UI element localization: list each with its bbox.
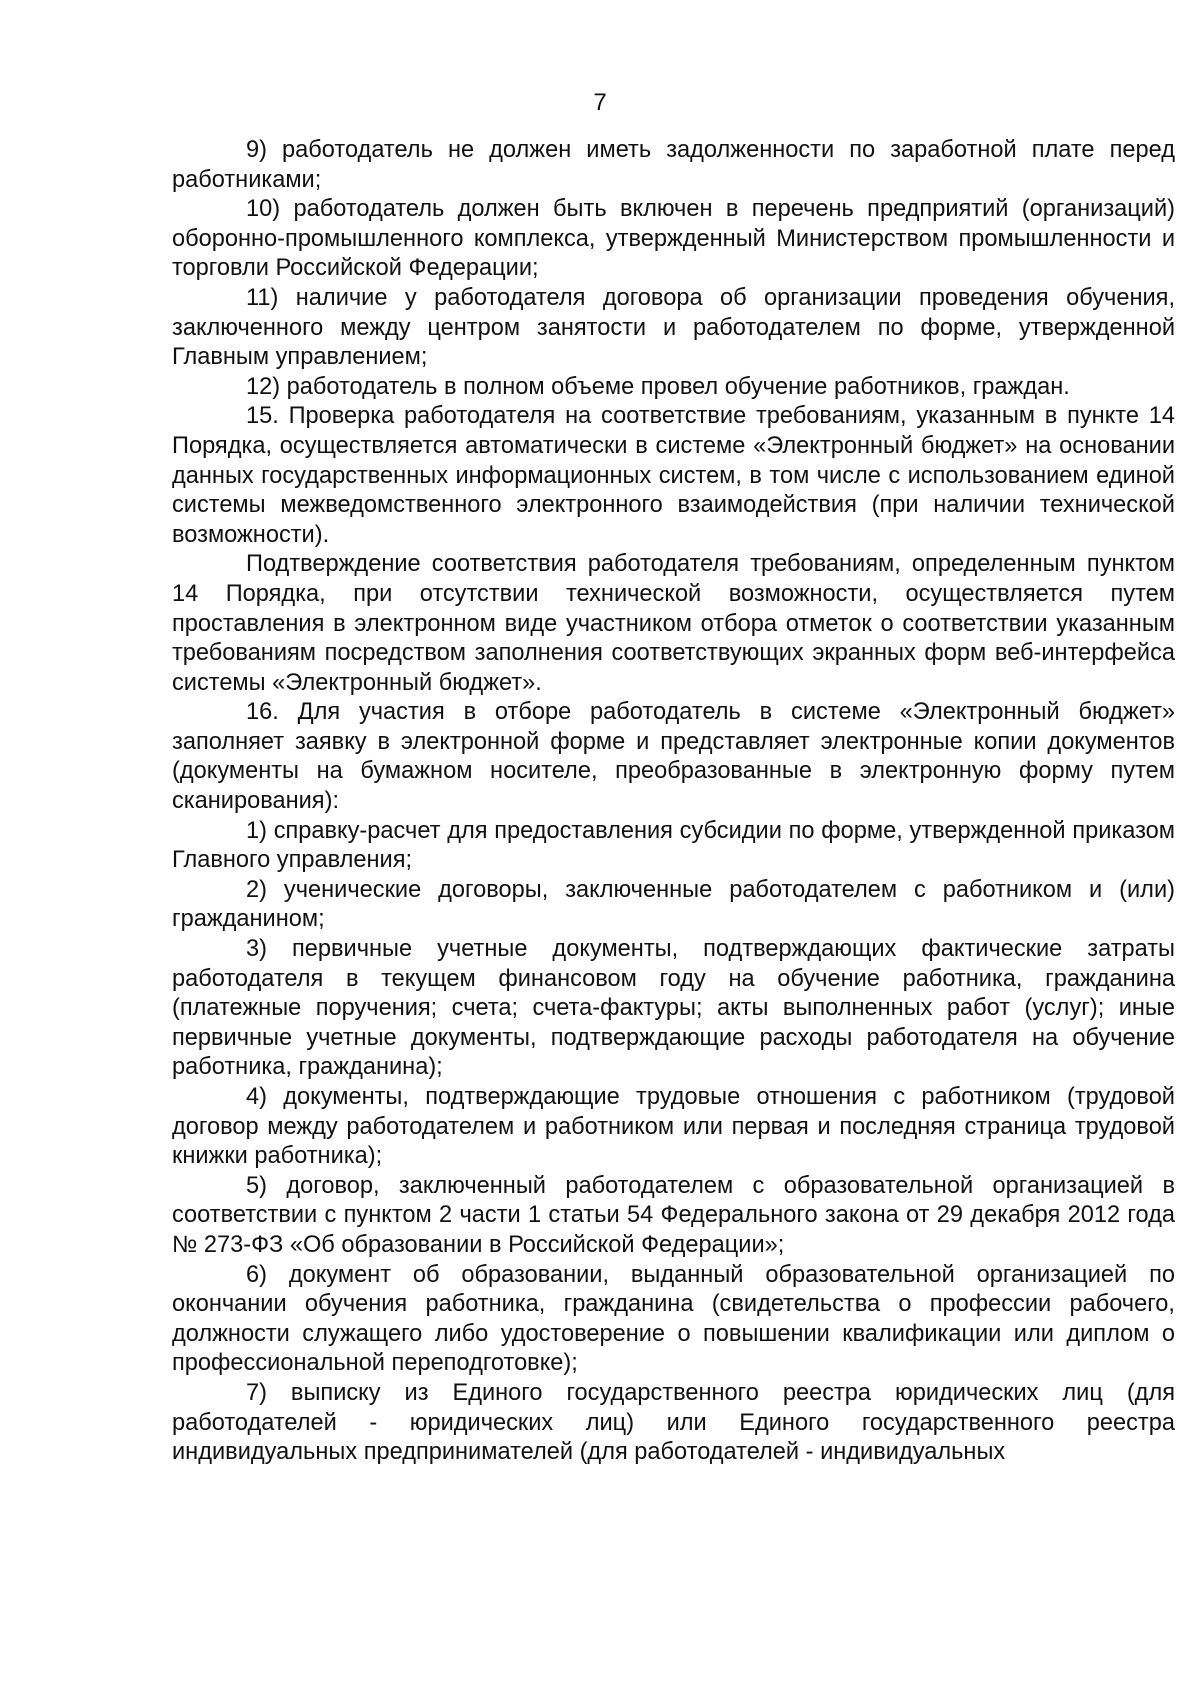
- paragraph-item-12: 12) работодатель в полном объеме провел обучение работников, граждан.: [246, 373, 1070, 400]
- paragraph-doc-4: 4) документы, подтверждающие трудовые отношения с работником (трудовой договор между работодателем и работником или первая и последняя страница трудовой книжки работника);: [172, 1084, 1175, 1170]
- paragraph-confirmation: Подтверждение соответствия работодателя требованиям, определенным пунктом 14 Порядка, при отсутствии технической возможности, осуществляется путем проставления в электронном виде участником отбора отметок о соответствии указанным требованиям посредством заполнения соответствующих экранных форм веб-интерфейса системы «Электронный бюджет».: [172, 551, 1175, 696]
- page-number: 7: [593, 89, 607, 116]
- paragraph-item-10: 10) работодатель должен быть включен в перечень предприятий (организаций) оборонно-промышленного комплекса, утвержденный Министерством промышленности и торговли Российской Федерации;: [172, 196, 1175, 282]
- paragraph-section-16: 16. Для участия в отборе работодатель в системе «Электронный бюджет» заполняет заявку в электронной форме и представляет электронные копии документов (документы на бумажном носителе, преобразованные в электронную форму путем сканирования):: [172, 699, 1175, 815]
- paragraph-doc-2: 2) ученические договоры, заключенные работодателем с работником и (или) гражданином;: [172, 876, 1175, 933]
- paragraph-doc-7: 7) выписку из Единого государственного реестра юридических лиц (для работодателей - юридических лиц) или Единого государственного реестра индивидуальных предпринимателей (для работодателей - индивидуальных: [172, 1379, 1175, 1466]
- paragraph-doc-1: 1) справку-расчет для предоставления субсидии по форме, утвержденной приказом Главного управления;: [172, 817, 1175, 874]
- paragraph-item-11: 11) наличие у работодателя договора об организации проведения обучения, заключенного между центром занятости и работодателем по форме, утвержденной Главным управлением;: [172, 284, 1175, 371]
- paragraph-item-9: 9) работодатель не должен иметь задолженности по заработной плате перед работниками;: [172, 137, 1175, 193]
- paragraph-doc-5: 5) договор, заключенный работодателем с образовательной организацией в соответствии с пунктом 2 части 1 статьи 54 Федерального закона от 29 декабря 2012 года № 273-ФЗ «Об образовании в Российской Федерации»;: [172, 1172, 1175, 1258]
- paragraph-doc-3: 3) первичные учетные документы, подтверждающих фактические затраты работодателя в текущем финансовом году на обучение работника, гражданина (платежные поручения; счета; счета-фактуры; акты выполненных работ (услуг); иные первичные учетные документы, подтверждающие расходы работодателя на обучение работника, гражданина);: [172, 936, 1175, 1081]
- paragraph-doc-6: 6) документ об образовании, выданный образовательной организацией по окончании обучения работника, гражданина (свидетельства о профессии рабочего, должности служащего либо удостоверение о повышении квалификации или диплом о профессиональной переподготовке);: [172, 1261, 1175, 1377]
- paragraph-section-15: 15. Проверка работодателя на соответствие требованиям, указанным в пункте 14 Порядка, осуществляется автоматически в системе «Электронный бюджет» на основании данных государственных информационных систем, в том числе с использованием единой системы межведомственного электронного взаимодействия (при наличии технической возможности).: [172, 403, 1175, 548]
- document-body: [172, 136, 1175, 1468]
